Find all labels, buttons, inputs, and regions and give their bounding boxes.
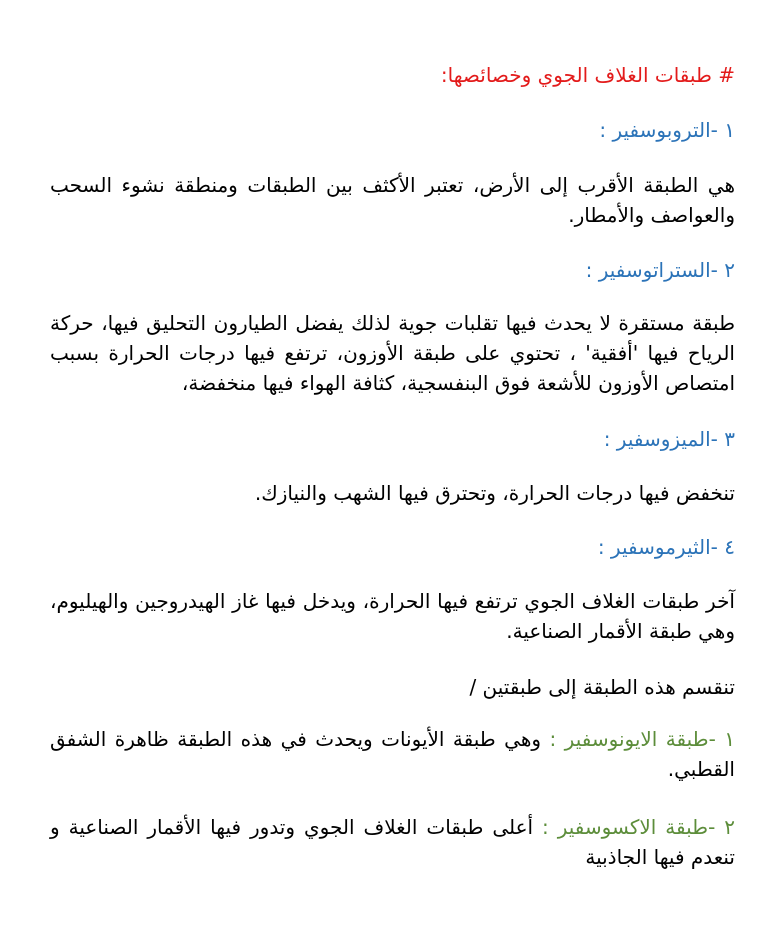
section-heading-mesosphere: ٣ -الميزوسفير : — [603, 427, 735, 451]
division-note: تنقسم هذه الطبقة إلى طبقتين / — [469, 675, 735, 699]
section-heading-stratosphere: ٢ -الستراتوسفير : — [585, 258, 735, 282]
sublayer-exosphere-text: أعلى طبقات الغلاف الجوي وتدور فيها الأقمار الصناعية و تنعدم فيها الجاذبية — [50, 815, 735, 869]
sublayer-exosphere — [50, 812, 735, 872]
section-heading-troposphere: ١ -التروبوسفير : — [599, 118, 735, 142]
sublayer-ionosphere-label: ١ -طبقة الايونوسفير : — [549, 727, 736, 751]
sublayer-ionosphere — [50, 724, 735, 784]
sublayer-ionosphere-text: وهي طبقة الأيونات ويحدث في هذه الطبقة ظاهرة الشفق القطبي. — [50, 727, 735, 781]
sublayer-exosphere-label: ٢ -طبقة الاكسوسفير : — [542, 815, 735, 839]
section-body-mesosphere: تنخفض فيها درجات الحرارة، وتحترق فيها الشهب والنيازك. — [254, 481, 735, 505]
section-body-thermosphere: آخر طبقات الغلاف الجوي ترتفع فيها الحرارة، ويدخل فيها غاز الهيدروجين والهيليوم، وهي طبقة الأقمار الصناعية. — [50, 589, 735, 643]
section-body-stratosphere: طبقة مستقرة لا يحدث فيها تقلبات جوية لذلك يفضل الطيارون التحليق فيها، حركة الرياح فيها 'أفقية' ، تحتوي على طبقة الأوزون، ترتفع فيها درجات الحرارة بسبب امتصاص الأوزون للأشعة فوق البنفسجية، كثافة الهواء فيها منخفضة، — [50, 311, 735, 395]
document-title: # طبقات الغلاف الجوي وخصائصها: — [440, 63, 735, 87]
section-heading-thermosphere: ٤ -الثيرموسفير : — [597, 535, 735, 559]
section-body-troposphere: هي الطبقة الأقرب إلى الأرض، تعتبر الأكثف بين الطبقات ومنطقة نشوء السحب والعواصف والأمطار. — [50, 173, 735, 227]
